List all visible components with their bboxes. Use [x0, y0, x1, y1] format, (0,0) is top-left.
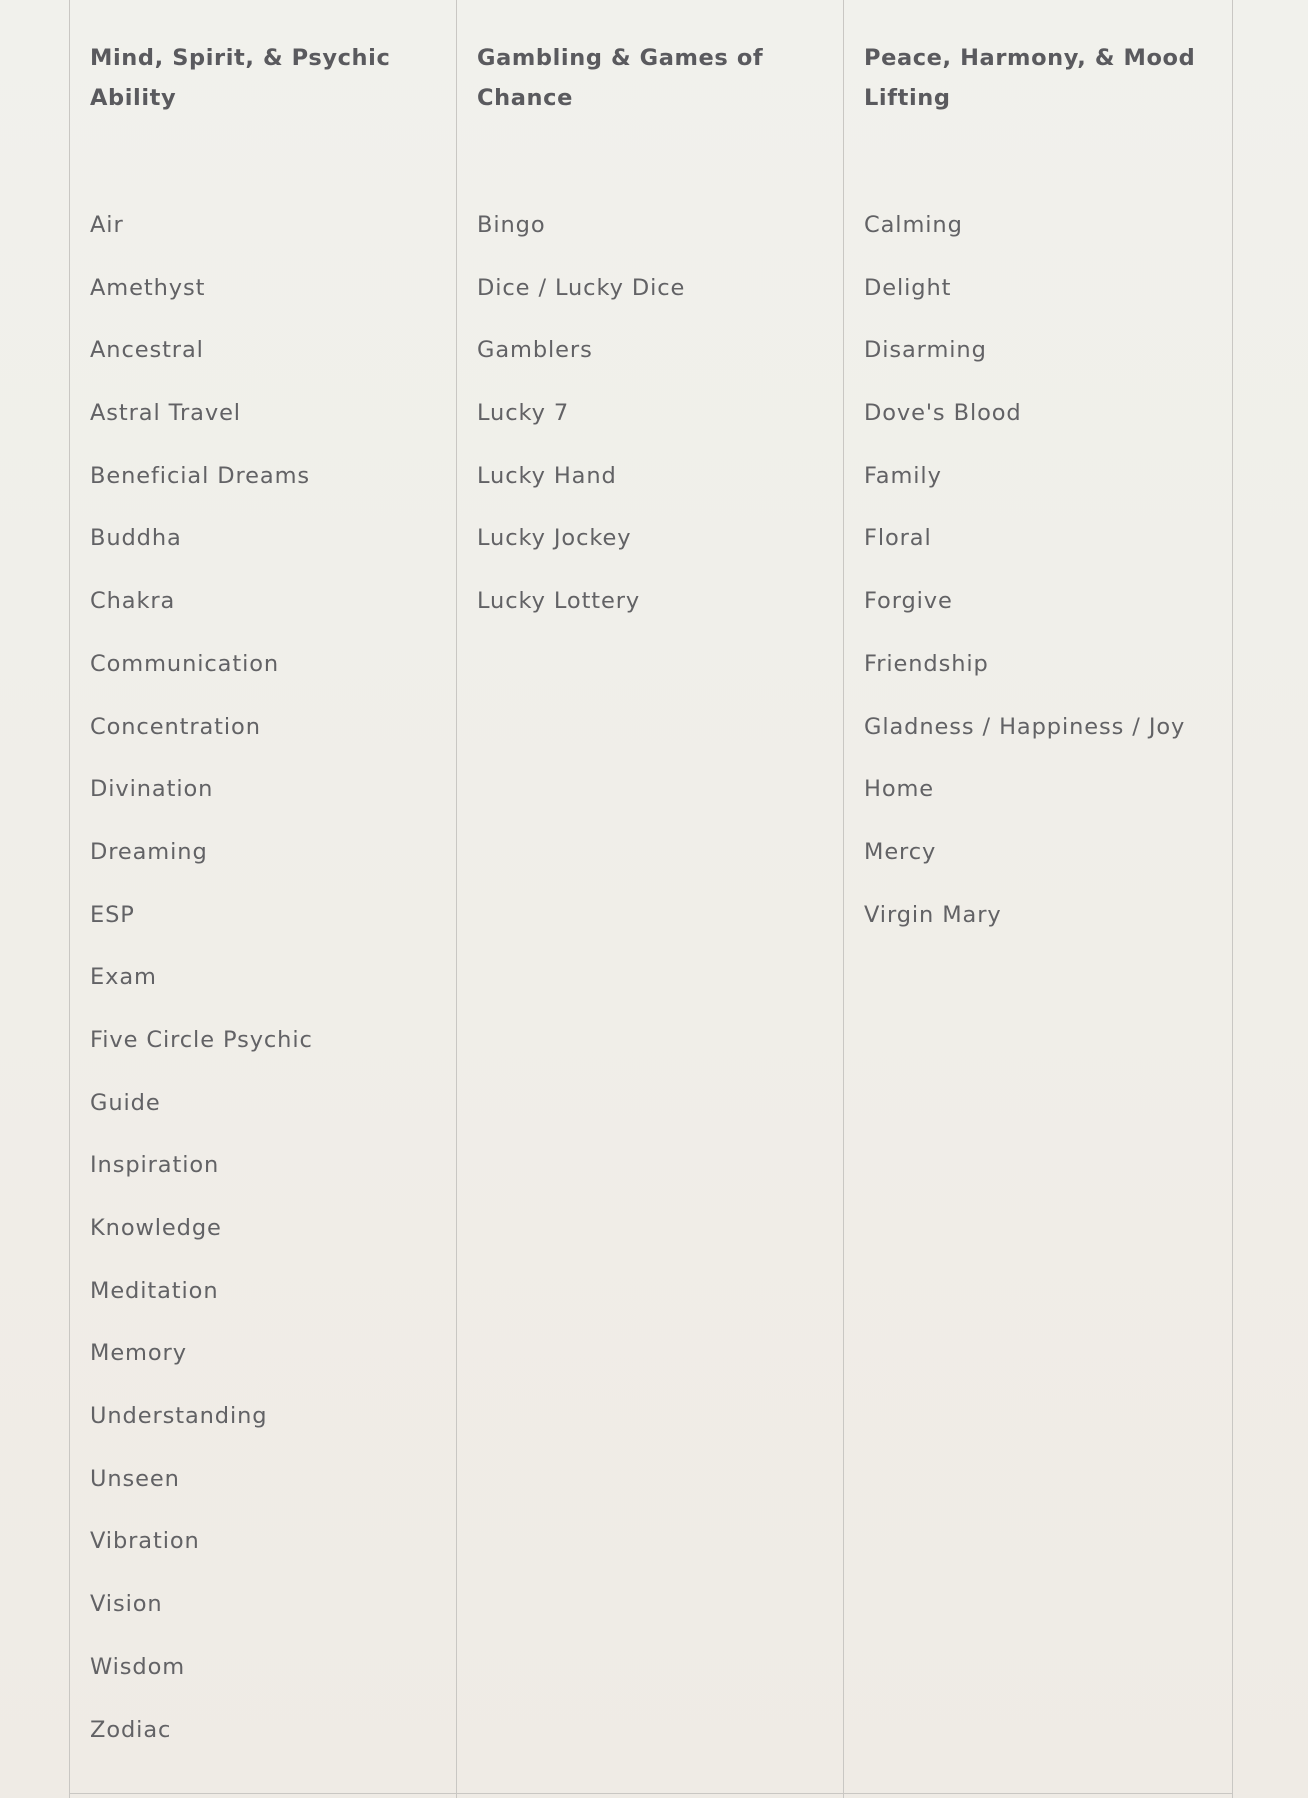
category-columns	[70, 0, 1232, 1798]
column-peace-harmony	[844, 0, 1232, 1798]
category-link[interactable]: Understanding	[90, 1403, 268, 1430]
category-link[interactable]: Friendship	[864, 650, 989, 677]
category-link[interactable]: Delight	[864, 274, 952, 301]
category-link[interactable]: Buddha	[90, 525, 182, 552]
category-link[interactable]: Divination	[90, 776, 214, 803]
category-link[interactable]: Communication	[90, 650, 280, 677]
category-link[interactable]: ESP	[90, 901, 135, 928]
table-bottom-divider	[70, 1793, 1232, 1794]
column-header: Mind, Spirit, & Psychic Ability	[90, 45, 391, 111]
category-link[interactable]: Dice / Lucky Dice	[477, 274, 686, 301]
category-link[interactable]: Knowledge	[90, 1215, 222, 1241]
category-list	[90, 170, 438, 1772]
category-link[interactable]: Lucky Lottery	[477, 588, 641, 615]
category-link[interactable]: Five Circle Psychic	[90, 1026, 313, 1053]
category-link[interactable]: Memory	[90, 1340, 187, 1367]
category-link[interactable]: Floral	[864, 525, 932, 552]
category-link[interactable]: Vision	[90, 1591, 163, 1618]
category-link[interactable]: Inspiration	[90, 1152, 220, 1179]
category-link[interactable]: Astral Travel	[90, 400, 241, 427]
category-link[interactable]: Dove's Blood	[864, 400, 1022, 427]
category-link[interactable]: Gladness / Happiness / Joy	[864, 713, 1186, 740]
category-link[interactable]: Family	[864, 462, 942, 489]
category-link[interactable]: Air	[90, 212, 124, 238]
column-header: Peace, Harmony, & Mood Lifting	[864, 45, 1196, 111]
category-table	[69, 0, 1233, 1798]
category-link[interactable]: Wisdom	[90, 1653, 186, 1680]
category-link[interactable]: Disarming	[864, 337, 987, 364]
category-link[interactable]: Home	[864, 776, 935, 803]
category-link[interactable]: Lucky Hand	[477, 462, 617, 489]
category-link[interactable]: Guide	[90, 1089, 161, 1116]
category-list	[477, 170, 825, 644]
category-link[interactable]: Mercy	[864, 838, 937, 865]
category-link[interactable]: Beneficial Dreams	[90, 462, 311, 489]
category-link[interactable]: Zodiac	[90, 1716, 172, 1743]
column-header: Gambling & Games of Chance	[477, 45, 764, 111]
column-gambling	[457, 0, 844, 1798]
category-link[interactable]: Exam	[90, 964, 157, 991]
category-link[interactable]: Virgin Mary	[864, 901, 1002, 928]
category-link[interactable]: Chakra	[90, 588, 176, 615]
category-link[interactable]: Concentration	[90, 713, 261, 740]
category-link[interactable]: Unseen	[90, 1465, 180, 1492]
category-link[interactable]: Amethyst	[90, 274, 206, 301]
category-link[interactable]: Vibration	[90, 1528, 200, 1555]
category-link[interactable]: Gamblers	[477, 337, 593, 364]
category-link[interactable]: Bingo	[477, 212, 546, 238]
category-link[interactable]: Lucky Jockey	[477, 525, 632, 552]
category-link[interactable]: Forgive	[864, 588, 953, 615]
category-list	[864, 170, 1214, 957]
category-link[interactable]: Dreaming	[90, 838, 208, 865]
category-link[interactable]: Ancestral	[90, 337, 204, 364]
category-link[interactable]: Lucky 7	[477, 400, 570, 427]
category-link[interactable]: Calming	[864, 212, 963, 238]
category-link[interactable]: Meditation	[90, 1277, 219, 1304]
column-mind-spirit	[70, 0, 457, 1798]
